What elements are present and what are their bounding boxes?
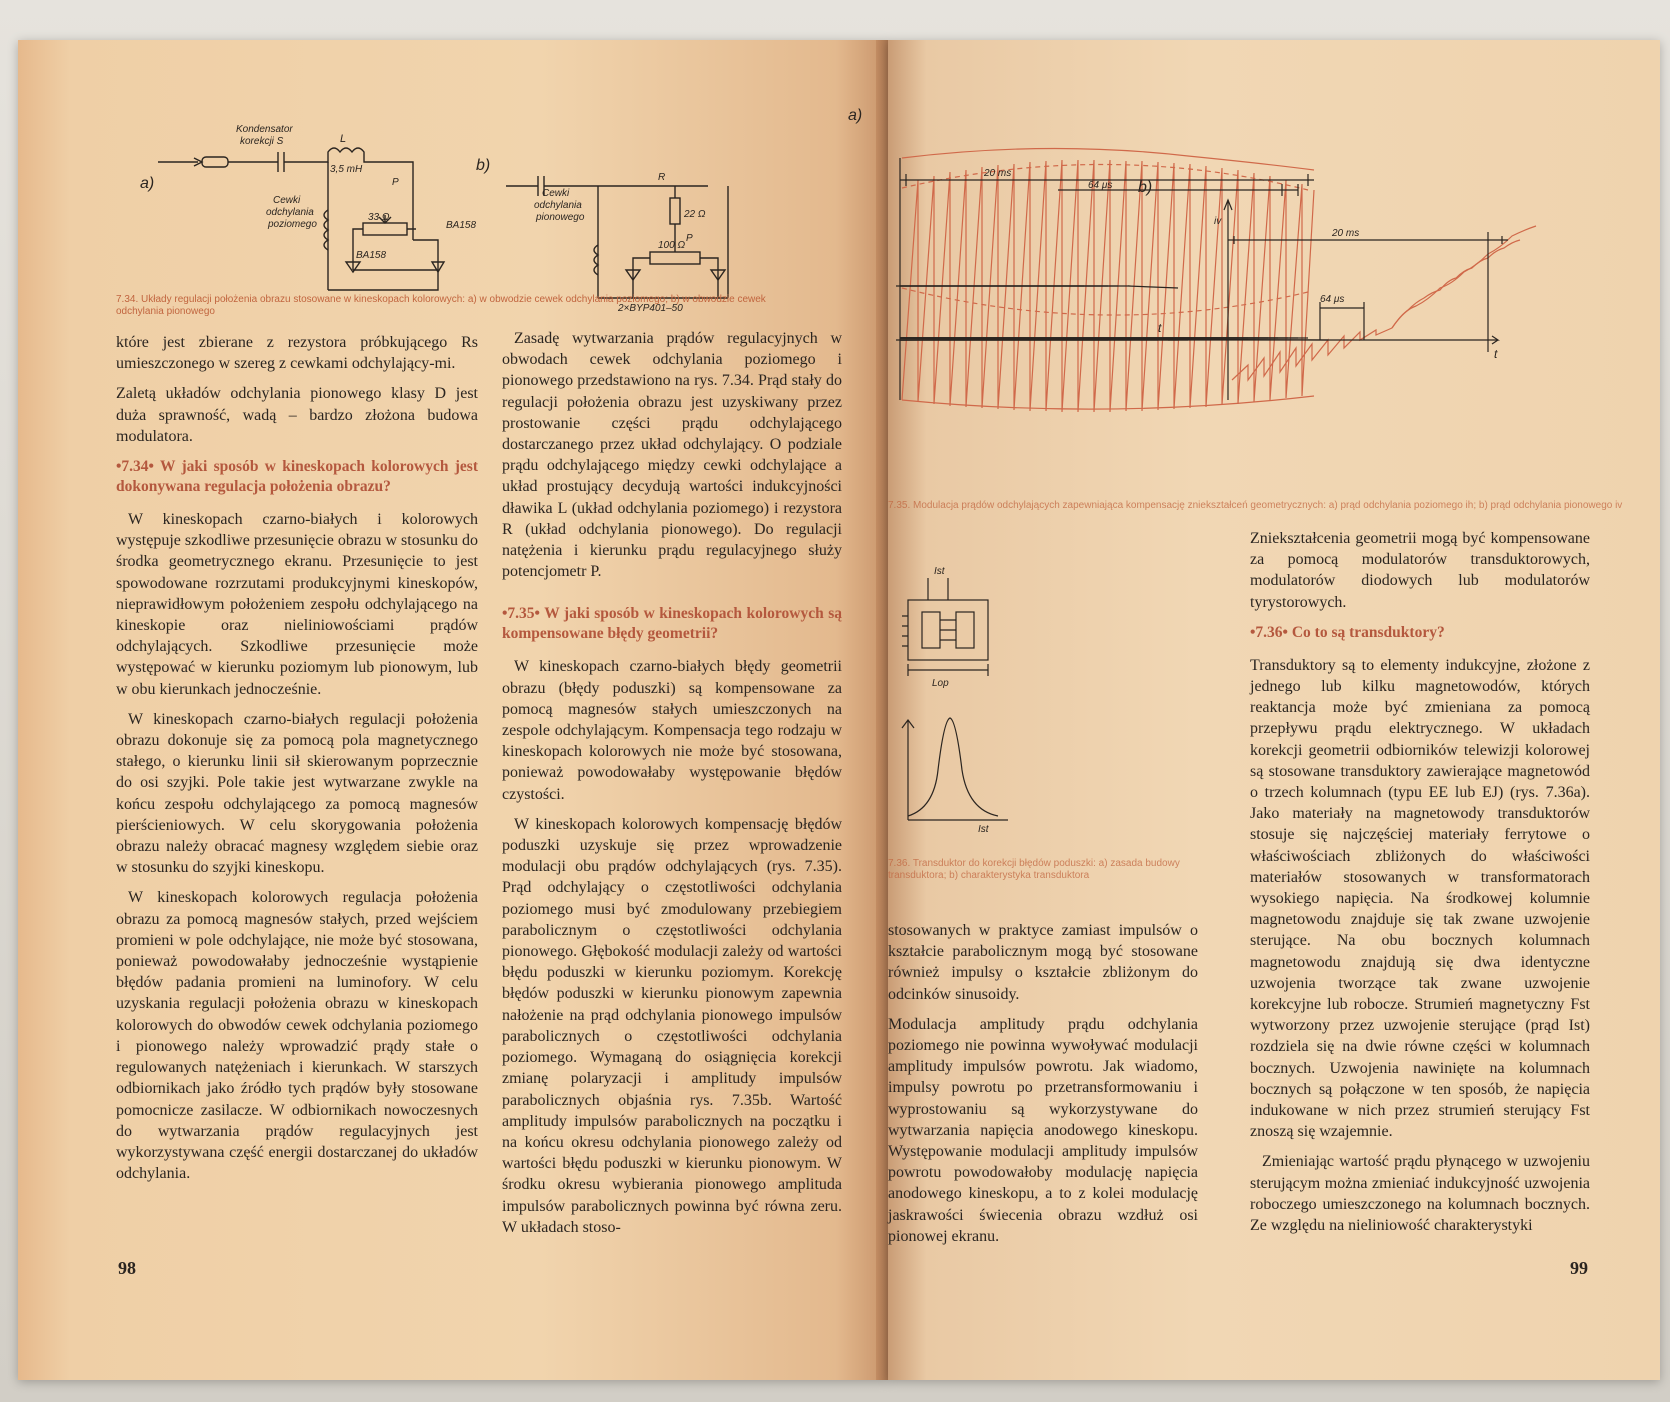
paragraph: Transduktory są to elementy indukcyjne, złożone z jednego lub kilku magnetowodów, których reaktancja może być zmieniana za pomocą przepływu prądu elektrycznego. W układach korekcji geometrii odbiorników telewizji kolorowej są stosowane transduktory zawierające magnetowód o trzech kolumnach (typu EE lub EJ) (rys. 7.36a). Jako materiały na magnetowody transduktorów stosuje się najczęściej materiały ferrytowe o właściwościach zbliżonych do właściwości materiałów stosowanych w transformatorach wysokiego napięcia. Na środkowej kolumnie magnetowodu znajduje się tak zwane uzwojenie sterujące. Na obu bocznych kolumnach magnetowodu znajdują się dwa identyczne uzwojenia tworzące tak zwane uzwojenie korekcyjne lub robocze. Strumień magnetyczny Fst wytworzony przez uzwojenie sterujące (prąd Ist) rozdziela się na dwie równe części w kolumnach bocznych. Uzwojenia nawinięte na kolumnach bocznych są połączone w ten sposób, że napięcia indukowane w nich przez strumień sterujący Fst znoszą się wzajemnie. <box>1250 656 1590 1141</box>
question-heading-7-35: •7.35• W jaki sposób w kineskopach kolorowych są kompensowane błędy geometrii? <box>502 605 842 643</box>
coil-label-2: odchylania <box>266 207 314 218</box>
figure-7-34 <box>18 40 888 314</box>
figure-label-b: b) <box>476 157 491 174</box>
fig-7-36-lop: Lop <box>932 678 949 689</box>
paragraph: stosowanych w praktyce zamiast impulsów o kształcie parabolicznym mogą być stosowane również impulsy o kształcie zbliżonym do odcinków sinusoidy. <box>888 922 1198 1003</box>
coil-label-1: Cewki <box>273 195 301 206</box>
figure-7-36 <box>888 560 1188 890</box>
question-heading-7-36: •7.36• Co to są transduktory? <box>1250 623 1445 641</box>
figure-label-a: a) <box>140 175 155 192</box>
pot-b-label: P <box>686 233 693 244</box>
fig-7-35-b-20ms: 20 ms <box>1332 228 1360 239</box>
figure-7-34-caption <box>116 294 886 318</box>
paragraph: Zniekształcenia geometrii mogą być kompensowane za pomocą modulatorów transduktorowych, modulatorów diodowych lub modulatorów tyrystorowych. <box>1250 530 1590 611</box>
inductor-l-label: L <box>340 133 347 145</box>
kondensator-label: Kondensator <box>236 124 293 135</box>
diode-label-1: BA158 <box>356 250 387 261</box>
paragraph: W kineskopach czarno-białych i kolorowych występuje szkodliwe przesunięcie obrazu w stosunku do środka geometrycznego ekranu. Przesunięcie to jest spowodowane rozrzutami produkcyjnymi kineskopów, nieprawidłowym położeniem zespołu odchylającego na kineskopie oraz nieliniowościami prądów odchylających. Szkodliwe przesunięcie może występować w kierunku poziomym lub pionowym, lub w obu kierunkach jednocześnie. <box>116 511 478 698</box>
resistor-r-label: R <box>658 172 666 183</box>
fig-7-36-ist-axis: Ist <box>978 824 989 835</box>
caption-line-2: odchylania pionowego <box>116 306 215 317</box>
coil-b-label-3: pionowego <box>536 212 585 223</box>
diodes-b-label: 2×BYP401–50 <box>618 303 683 314</box>
coil-b-label-2: odchylania <box>534 200 582 211</box>
left-column-1 <box>116 332 478 1193</box>
figure-7-36-caption: 7.36. Transduktor do korekcji błędów poduszki: a) zasada budowy transduktora; b) charakterystyka transduktora <box>888 858 1180 881</box>
caption-line-1: 7.34. Układy regulacji położenia obrazu stosowane w kineskopach kolorowych: a) w obwodzie cewek odchylania poziomego; b) w obwodzie cewek <box>116 294 766 305</box>
diode-label-2: BA158 <box>446 220 477 231</box>
left-page <box>18 40 888 1380</box>
fig-7-35-b-iv: iv <box>1214 216 1222 227</box>
fig-7-35-b-64us: 64 μs <box>1320 294 1345 305</box>
paragraph: Zasadę wytwarzania prądów regulacyjnych w obwodach cewek odchylania poziomego i pionowego przedstawiono na rys. 7.34. Prąd stały do regulacji położenia obrazu jest uzyskiwany przez prostowanie części prądu odchylającego dostarczanego przez układ odchylający. O podziale prądu odchylającego między cewki odchylające a układ prostujący decydują wartości indukcyjności dławika L (układ odchylania poziomego) i rezystora R (układ odchylania pionowego). Do regulacji natężenia i kierunku prądu regulacyjnego służy potencjometr P. <box>502 330 842 581</box>
fig-7-35-a-20ms: 20 ms <box>984 168 1012 179</box>
paragraph: W kineskopach czarno-białych regulacji położenia obrazu dokonuje się za pomocą pola magnetycznego stałego, o kierunku linii sił skierowanym poprzecznie do osi szyjki. Pole takie jest wytwarzane zwykle na końcu zespołu odchylającego za pomocą magnesów pierścieniowych. W celu skorygowania położenia obrazu należy obracać magnesy względem siebie oraz w stosunku do szyjki kineskopu. <box>116 710 478 877</box>
coil-label-3: poziomego <box>268 219 317 230</box>
figure-7-35-caption: 7.35. Modulacja prądów odchylających zapewniająca kompensację zniekształceń geometrycznych: a) prąd odchylania poziomego ih; b) prąd odchylania pionowego iv <box>888 500 1623 511</box>
left-column-2 <box>502 328 842 1247</box>
paragraph: W kineskopach kolorowych kompensację błędów poduszki uzyskuje się przez wprowadzenie modulacji obu prądów odchylających (rys. 7.35). Prąd odchylający o częstotliwości odchylania poziomego musi być zmodulowany przebiegiem parabolicznym o częstotliwości odchylania pionowego. Głębokość modulacji zależy od wartości błędu poduszki w kierunku poziomym. Korekcję błędów poduszki w kierunku pionowym zapewnia nałożenie na prąd odchylania pionowego impulsów parabolicznych o częstotliwości odchylania poziomego. Wymaganą do osiągnięcia korekcji zmianę polaryzacji i amplitudy impulsów parabolicznych objaśnia rys. 7.35b. Wartość amplitudy impulsów parabolicznych na początku i na końcu okresu odchylania pionowego zależy od wartości błędu poduszki w kierunku pionowym. W środku okresu wybierania pionowego amplituda impulsów parabolicznych powinna być równa zeru. W układach stoso- <box>502 815 842 1236</box>
figure-7-35 <box>848 40 1660 440</box>
page-number-left: 98 <box>118 1258 136 1278</box>
fig-7-35-label-b: b) <box>1138 179 1153 196</box>
paragraph: Modulacja amplitudy prądu odchylania poziomego nie powinna wywoływać modulacji amplitudy impulsów powrotu. Jak wiadomo, impulsy powrotu po przetransformowaniu i wyprostowaniu są wykorzystywane do wytwarzania napięcia anodowego kineskopu. Występowanie modulacji amplitudy impulsów powrotu powodowałoby modulację napięcia anodowego kineskopu, a to z kolei modulację jaskrawości świecenia obrazu wzdłuż osi pionowej ekranu. <box>888 1015 1198 1245</box>
coil-b-label-1: Cewki <box>542 188 570 199</box>
right-column-1 <box>888 920 1198 1256</box>
right-column-2 <box>1250 528 1590 1245</box>
fig-7-35-a-64us: 64 μs <box>1088 180 1113 191</box>
paragraph: które jest zbierane z rezystora próbkującego Rs umieszczonego w szereg z cewkami odchylający-mi. <box>116 334 478 373</box>
inductor-value: 3,5 mH <box>330 164 363 175</box>
resistor-r-value: 22 Ω <box>684 209 706 220</box>
fig-7-36-ist: Ist <box>934 566 945 577</box>
pot-value: 33 Ω <box>368 212 390 223</box>
paragraph: W kineskopach kolorowych regulacja położenia obrazu za pomocą magnesów stałych, przed wejściem promieni w pole odchylające, nie może być stosowana, ponieważ powodowałaby jednocześnie wystąpienie błędów padania promieni na luminofory. W celu uzyskania regulacji położenia obrazu w kineskopach kolorowych do obwodów cewek odchylania poziomego i pionowego należy wprowadzić prądy stałe o regulowanych natężeniach i kierunkach. W starszych odbiornikach jako źródło tych prądów były stosowane pomocnicze zasilacze. W odbiornikach nowoczesnych do wytwarzania prądów regulacyjnych jest wykorzystywana część energii dostarczanej do układów odchylania. <box>116 889 478 1183</box>
right-page <box>848 40 1660 1380</box>
fig-7-35-label-a-text: a) <box>848 107 863 124</box>
paragraph: Zaletą układów odchylania pionowego klasy D jest duża sprawność, wadą – bardzo złożona budowa modulatora. <box>116 385 478 445</box>
pot-p-label: P <box>392 177 399 188</box>
paragraph: Zmieniając wartość prądu płynącego w uzwojeniu sterującym można zmieniać indukcyjność uzwojenia roboczego umieszczonego na kolumnach bocznych. Ze względu na nieliniowość charakterystyki <box>1250 1153 1590 1235</box>
fig-7-35-b-t: t <box>1494 347 1498 361</box>
korekcji-label: korekcji S <box>240 136 284 147</box>
paragraph: W kineskopach czarno-białych błędy geometrii obrazu (błędy poduszki) są kompensowane za pomocą magnesów stałych umieszczonych na zespole odchylającym. Kompensacja tego rodzaju w kineskopach kolorowych nie może być stosowana, ponieważ powodowałaby występowanie błędów czystości. <box>502 658 842 803</box>
fig-7-35-a-t: t <box>1158 321 1162 335</box>
page-number-right: 99 <box>1570 1258 1588 1278</box>
pot-b-value: 100 Ω <box>658 240 686 251</box>
question-heading-7-34: •7.34• W jaki sposób w kineskopach kolorowych jest dokonywana regulacja położenia obrazu? <box>116 458 478 496</box>
